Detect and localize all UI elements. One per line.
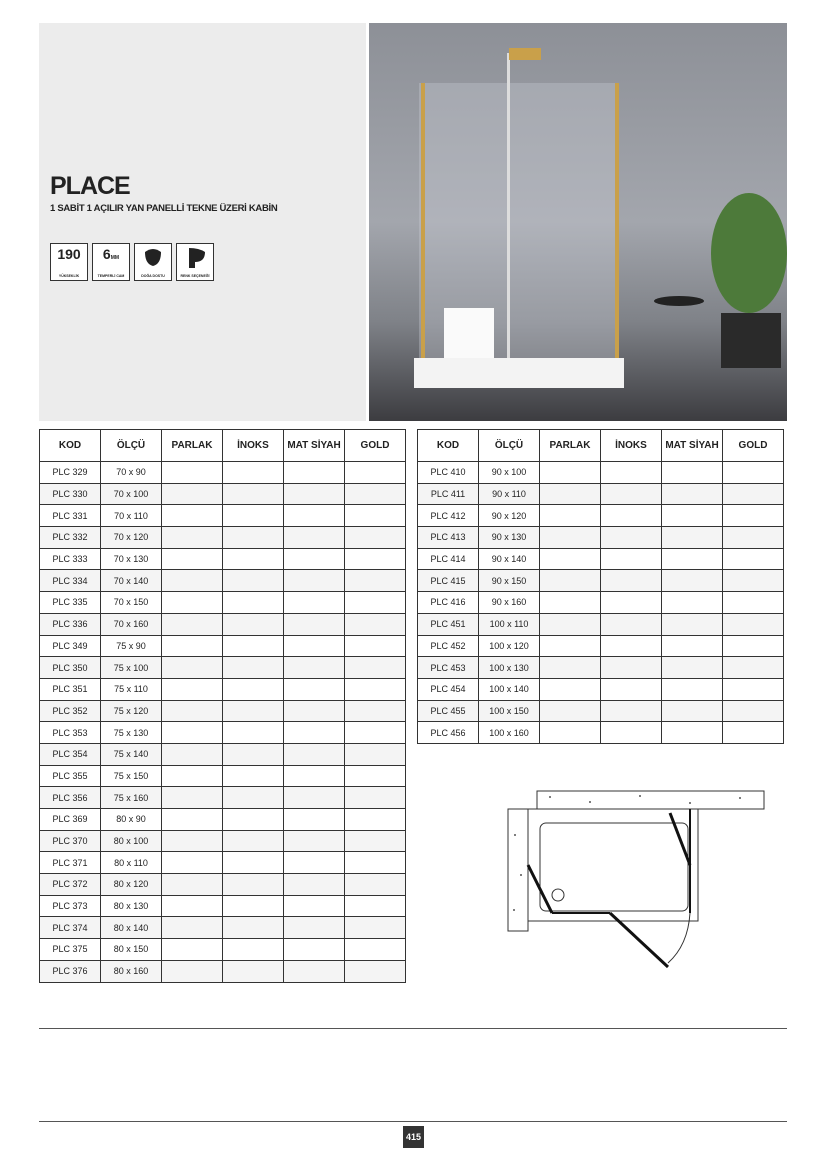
finish-cell	[662, 483, 723, 505]
finish-cell	[223, 548, 284, 570]
table-row	[418, 722, 784, 744]
col-olcu: ÖLÇÜ	[101, 430, 162, 462]
finish-cell	[162, 960, 223, 982]
finish-cell	[223, 787, 284, 809]
table-row	[40, 462, 406, 484]
finish-cell	[540, 613, 601, 635]
left-price-table	[39, 429, 406, 983]
product-code: PLC 351	[40, 678, 101, 700]
color-palette-icon	[177, 244, 213, 272]
eco-badge: DOĞA DOSTU	[134, 243, 172, 281]
table-row	[418, 657, 784, 679]
finish-cell	[345, 939, 406, 961]
leaf-icon	[135, 244, 171, 272]
finish-cell	[223, 809, 284, 831]
finish-cell	[662, 613, 723, 635]
right-price-table	[417, 429, 784, 744]
finish-cell	[223, 505, 284, 527]
finish-cell	[284, 592, 345, 614]
finish-cell	[284, 765, 345, 787]
dimensions: 80 x 160	[101, 960, 162, 982]
glass-badge: 6MM TEMPERLİ CAM	[92, 243, 130, 281]
product-code: PLC 373	[40, 895, 101, 917]
finish-cell	[162, 917, 223, 939]
finish-cell	[162, 830, 223, 852]
col-parlak: PARLAK	[540, 430, 601, 462]
product-code: PLC 333	[40, 548, 101, 570]
dimensions: 75 x 140	[101, 743, 162, 765]
table-row	[418, 678, 784, 700]
finish-cell	[345, 700, 406, 722]
table-row	[418, 635, 784, 657]
dimensions: 80 x 90	[101, 809, 162, 831]
dimensions: 80 x 100	[101, 830, 162, 852]
finish-cell	[162, 765, 223, 787]
dimensions: 70 x 120	[101, 527, 162, 549]
product-code: PLC 336	[40, 613, 101, 635]
product-code: PLC 355	[40, 765, 101, 787]
product-code: PLC 452	[418, 635, 479, 657]
finish-cell	[662, 657, 723, 679]
finish-cell	[223, 483, 284, 505]
finish-cell	[223, 830, 284, 852]
dimensions: 75 x 150	[101, 765, 162, 787]
finish-cell	[540, 678, 601, 700]
dimensions: 80 x 140	[101, 917, 162, 939]
finish-cell	[284, 678, 345, 700]
divider	[39, 1028, 787, 1029]
col-inoks: İNOKS	[223, 430, 284, 462]
finish-cell	[162, 678, 223, 700]
finish-cell	[345, 830, 406, 852]
feature-badges	[50, 243, 214, 281]
finish-cell	[662, 635, 723, 657]
finish-cell	[345, 483, 406, 505]
shower-cabin-illustration	[369, 23, 787, 421]
table-row	[418, 613, 784, 635]
page-number: 415	[403, 1126, 424, 1148]
finish-cell	[223, 657, 284, 679]
table-row	[40, 874, 406, 896]
col-inoks: İNOKS	[601, 430, 662, 462]
table-row	[40, 613, 406, 635]
finish-cell	[723, 613, 784, 635]
finish-cell	[723, 700, 784, 722]
table-row	[40, 830, 406, 852]
table-row	[40, 635, 406, 657]
finish-cell	[162, 570, 223, 592]
finish-cell	[223, 960, 284, 982]
finish-cell	[662, 527, 723, 549]
finish-cell	[284, 548, 345, 570]
finish-cell	[662, 722, 723, 744]
finish-cell	[601, 678, 662, 700]
product-code: PLC 354	[40, 743, 101, 765]
product-code: PLC 350	[40, 657, 101, 679]
dimensions: 90 x 100	[479, 462, 540, 484]
table-row	[40, 765, 406, 787]
finish-cell	[345, 657, 406, 679]
finish-cell	[162, 548, 223, 570]
finish-cell	[723, 462, 784, 484]
finish-cell	[662, 678, 723, 700]
dimensions: 80 x 150	[101, 939, 162, 961]
finish-cell	[723, 635, 784, 657]
finish-cell	[345, 635, 406, 657]
finish-cell	[223, 592, 284, 614]
table-row	[40, 548, 406, 570]
finish-cell	[345, 743, 406, 765]
finish-cell	[284, 939, 345, 961]
finish-cell	[601, 635, 662, 657]
finish-cell	[223, 722, 284, 744]
product-photo	[369, 23, 787, 421]
finish-cell	[162, 592, 223, 614]
product-code: PLC 413	[418, 527, 479, 549]
product-code: PLC 329	[40, 462, 101, 484]
dimensions: 100 x 120	[479, 635, 540, 657]
table-row	[418, 527, 784, 549]
product-code: PLC 453	[418, 657, 479, 679]
table-row	[418, 483, 784, 505]
product-code: PLC 376	[40, 960, 101, 982]
finish-cell	[284, 505, 345, 527]
finish-cell	[723, 527, 784, 549]
finish-cell	[223, 613, 284, 635]
finish-cell	[601, 548, 662, 570]
product-info-panel	[39, 23, 366, 421]
finish-cell	[723, 570, 784, 592]
finish-cell	[723, 592, 784, 614]
product-code: PLC 349	[40, 635, 101, 657]
finish-cell	[162, 527, 223, 549]
finish-cell	[345, 722, 406, 744]
finish-cell	[601, 570, 662, 592]
height-badge: 190 YÜKSEKLİK	[50, 243, 88, 281]
table-row	[40, 678, 406, 700]
finish-cell	[723, 657, 784, 679]
product-code: PLC 375	[40, 939, 101, 961]
table-row	[40, 895, 406, 917]
dimensions: 70 x 160	[101, 613, 162, 635]
table-row	[40, 809, 406, 831]
table-row	[418, 700, 784, 722]
product-code: PLC 454	[418, 678, 479, 700]
finish-cell	[284, 570, 345, 592]
finish-cell	[223, 700, 284, 722]
col-gold: GOLD	[345, 430, 406, 462]
finish-cell	[540, 635, 601, 657]
table-row	[418, 592, 784, 614]
finish-cell	[345, 548, 406, 570]
finish-cell	[723, 548, 784, 570]
finish-cell	[662, 548, 723, 570]
finish-cell	[662, 570, 723, 592]
finish-cell	[162, 809, 223, 831]
finish-cell	[345, 895, 406, 917]
finish-cell	[223, 765, 284, 787]
col-olcu: ÖLÇÜ	[479, 430, 540, 462]
table-row	[40, 852, 406, 874]
product-code: PLC 332	[40, 527, 101, 549]
finish-cell	[284, 895, 345, 917]
product-code: PLC 455	[418, 700, 479, 722]
dimensions: 90 x 150	[479, 570, 540, 592]
col-parlak: PARLAK	[162, 430, 223, 462]
dimensions: 75 x 160	[101, 787, 162, 809]
col-gold: GOLD	[723, 430, 784, 462]
finish-cell	[223, 895, 284, 917]
finish-cell	[345, 852, 406, 874]
dimensions: 75 x 120	[101, 700, 162, 722]
dimensions: 70 x 90	[101, 462, 162, 484]
product-code: PLC 353	[40, 722, 101, 744]
table-row	[418, 570, 784, 592]
finish-cell	[223, 939, 284, 961]
finish-cell	[601, 592, 662, 614]
finish-cell	[540, 462, 601, 484]
dimensions: 90 x 160	[479, 592, 540, 614]
finish-cell	[223, 874, 284, 896]
product-title: PLACE	[50, 172, 130, 200]
finish-cell	[345, 592, 406, 614]
table-row	[418, 462, 784, 484]
finish-cell	[223, 570, 284, 592]
finish-cell	[345, 462, 406, 484]
finish-cell	[162, 874, 223, 896]
finish-cell	[540, 548, 601, 570]
product-code: PLC 352	[40, 700, 101, 722]
dimensions: 80 x 120	[101, 874, 162, 896]
finish-cell	[284, 527, 345, 549]
dimensions: 70 x 110	[101, 505, 162, 527]
finish-cell	[601, 722, 662, 744]
finish-cell	[223, 462, 284, 484]
product-code: PLC 415	[418, 570, 479, 592]
product-code: PLC 371	[40, 852, 101, 874]
product-code: PLC 374	[40, 917, 101, 939]
dimensions: 90 x 140	[479, 548, 540, 570]
installation-plan-diagram	[500, 785, 770, 980]
finish-cell	[540, 592, 601, 614]
finish-cell	[723, 722, 784, 744]
finish-cell	[345, 765, 406, 787]
product-code: PLC 335	[40, 592, 101, 614]
table-row	[40, 917, 406, 939]
table-row	[40, 939, 406, 961]
finish-cell	[662, 592, 723, 614]
finish-cell	[223, 917, 284, 939]
table-row	[40, 743, 406, 765]
finish-cell	[284, 462, 345, 484]
product-code: PLC 410	[418, 462, 479, 484]
product-code: PLC 416	[418, 592, 479, 614]
finish-cell	[162, 895, 223, 917]
product-code: PLC 330	[40, 483, 101, 505]
dimensions: 75 x 100	[101, 657, 162, 679]
finish-cell	[540, 527, 601, 549]
finish-cell	[345, 505, 406, 527]
finish-cell	[723, 505, 784, 527]
dimensions: 100 x 110	[479, 613, 540, 635]
finish-cell	[223, 527, 284, 549]
table-row	[40, 787, 406, 809]
finish-cell	[284, 613, 345, 635]
divider	[39, 1121, 787, 1122]
col-mat-siyah: MAT SİYAH	[284, 430, 345, 462]
finish-cell	[601, 483, 662, 505]
finish-cell	[162, 743, 223, 765]
finish-cell	[540, 505, 601, 527]
table-row	[40, 960, 406, 982]
finish-cell	[223, 852, 284, 874]
table-row	[40, 700, 406, 722]
table-row	[418, 505, 784, 527]
finish-cell	[162, 483, 223, 505]
finish-cell	[345, 678, 406, 700]
dimensions: 75 x 130	[101, 722, 162, 744]
finish-cell	[345, 874, 406, 896]
finish-cell	[284, 722, 345, 744]
finish-cell	[284, 917, 345, 939]
finish-cell	[345, 917, 406, 939]
finish-cell	[284, 787, 345, 809]
finish-cell	[601, 505, 662, 527]
product-code: PLC 370	[40, 830, 101, 852]
finish-cell	[162, 657, 223, 679]
table-row	[40, 592, 406, 614]
finish-cell	[162, 787, 223, 809]
table-row	[40, 527, 406, 549]
finish-cell	[162, 852, 223, 874]
finish-cell	[284, 960, 345, 982]
finish-cell	[540, 722, 601, 744]
finish-cell	[540, 483, 601, 505]
product-code: PLC 372	[40, 874, 101, 896]
product-code: PLC 411	[418, 483, 479, 505]
finish-cell	[162, 635, 223, 657]
finish-cell	[723, 678, 784, 700]
finish-cell	[662, 505, 723, 527]
product-subtitle: 1 SABİT 1 AÇILIR YAN PANELLİ TEKNE ÜZERİ KABİN	[50, 203, 278, 214]
color-badge: RENK SEÇENEĞİ	[176, 243, 214, 281]
finish-cell	[284, 657, 345, 679]
finish-cell	[162, 613, 223, 635]
finish-cell	[223, 678, 284, 700]
dimensions: 100 x 140	[479, 678, 540, 700]
finish-cell	[601, 527, 662, 549]
table-row	[40, 570, 406, 592]
finish-cell	[162, 722, 223, 744]
table-row	[40, 483, 406, 505]
dimensions: 70 x 100	[101, 483, 162, 505]
table-row	[40, 505, 406, 527]
finish-cell	[162, 700, 223, 722]
finish-cell	[662, 700, 723, 722]
product-code: PLC 414	[418, 548, 479, 570]
dimensions: 70 x 150	[101, 592, 162, 614]
finish-cell	[284, 830, 345, 852]
finish-cell	[601, 613, 662, 635]
finish-cell	[284, 852, 345, 874]
dimensions: 100 x 150	[479, 700, 540, 722]
finish-cell	[223, 635, 284, 657]
finish-cell	[284, 483, 345, 505]
finish-cell	[162, 939, 223, 961]
col-kod: KOD	[418, 430, 479, 462]
product-code: PLC 334	[40, 570, 101, 592]
finish-cell	[162, 505, 223, 527]
finish-cell	[345, 570, 406, 592]
finish-cell	[723, 483, 784, 505]
finish-cell	[540, 657, 601, 679]
finish-cell	[345, 787, 406, 809]
finish-cell	[284, 700, 345, 722]
dimensions: 90 x 130	[479, 527, 540, 549]
dimensions: 70 x 140	[101, 570, 162, 592]
col-mat-siyah: MAT SİYAH	[662, 430, 723, 462]
dimensions: 75 x 110	[101, 678, 162, 700]
dimensions: 90 x 120	[479, 505, 540, 527]
finish-cell	[601, 657, 662, 679]
finish-cell	[345, 527, 406, 549]
product-code: PLC 451	[418, 613, 479, 635]
product-code: PLC 412	[418, 505, 479, 527]
finish-cell	[345, 613, 406, 635]
dimensions: 100 x 160	[479, 722, 540, 744]
table-row	[40, 657, 406, 679]
finish-cell	[662, 462, 723, 484]
finish-cell	[601, 462, 662, 484]
finish-cell	[284, 635, 345, 657]
dimensions: 75 x 90	[101, 635, 162, 657]
finish-cell	[540, 570, 601, 592]
product-code: PLC 369	[40, 809, 101, 831]
product-code: PLC 356	[40, 787, 101, 809]
dimensions: 80 x 110	[101, 852, 162, 874]
product-code: PLC 456	[418, 722, 479, 744]
finish-cell	[162, 462, 223, 484]
product-code: PLC 331	[40, 505, 101, 527]
finish-cell	[223, 743, 284, 765]
finish-cell	[284, 809, 345, 831]
dimensions: 90 x 110	[479, 483, 540, 505]
finish-cell	[540, 700, 601, 722]
table-row	[418, 548, 784, 570]
finish-cell	[345, 809, 406, 831]
finish-cell	[284, 743, 345, 765]
finish-cell	[284, 874, 345, 896]
dimensions: 80 x 130	[101, 895, 162, 917]
finish-cell	[345, 960, 406, 982]
table-row	[40, 722, 406, 744]
dimensions: 100 x 130	[479, 657, 540, 679]
col-kod: KOD	[40, 430, 101, 462]
dimensions: 70 x 130	[101, 548, 162, 570]
finish-cell	[601, 700, 662, 722]
